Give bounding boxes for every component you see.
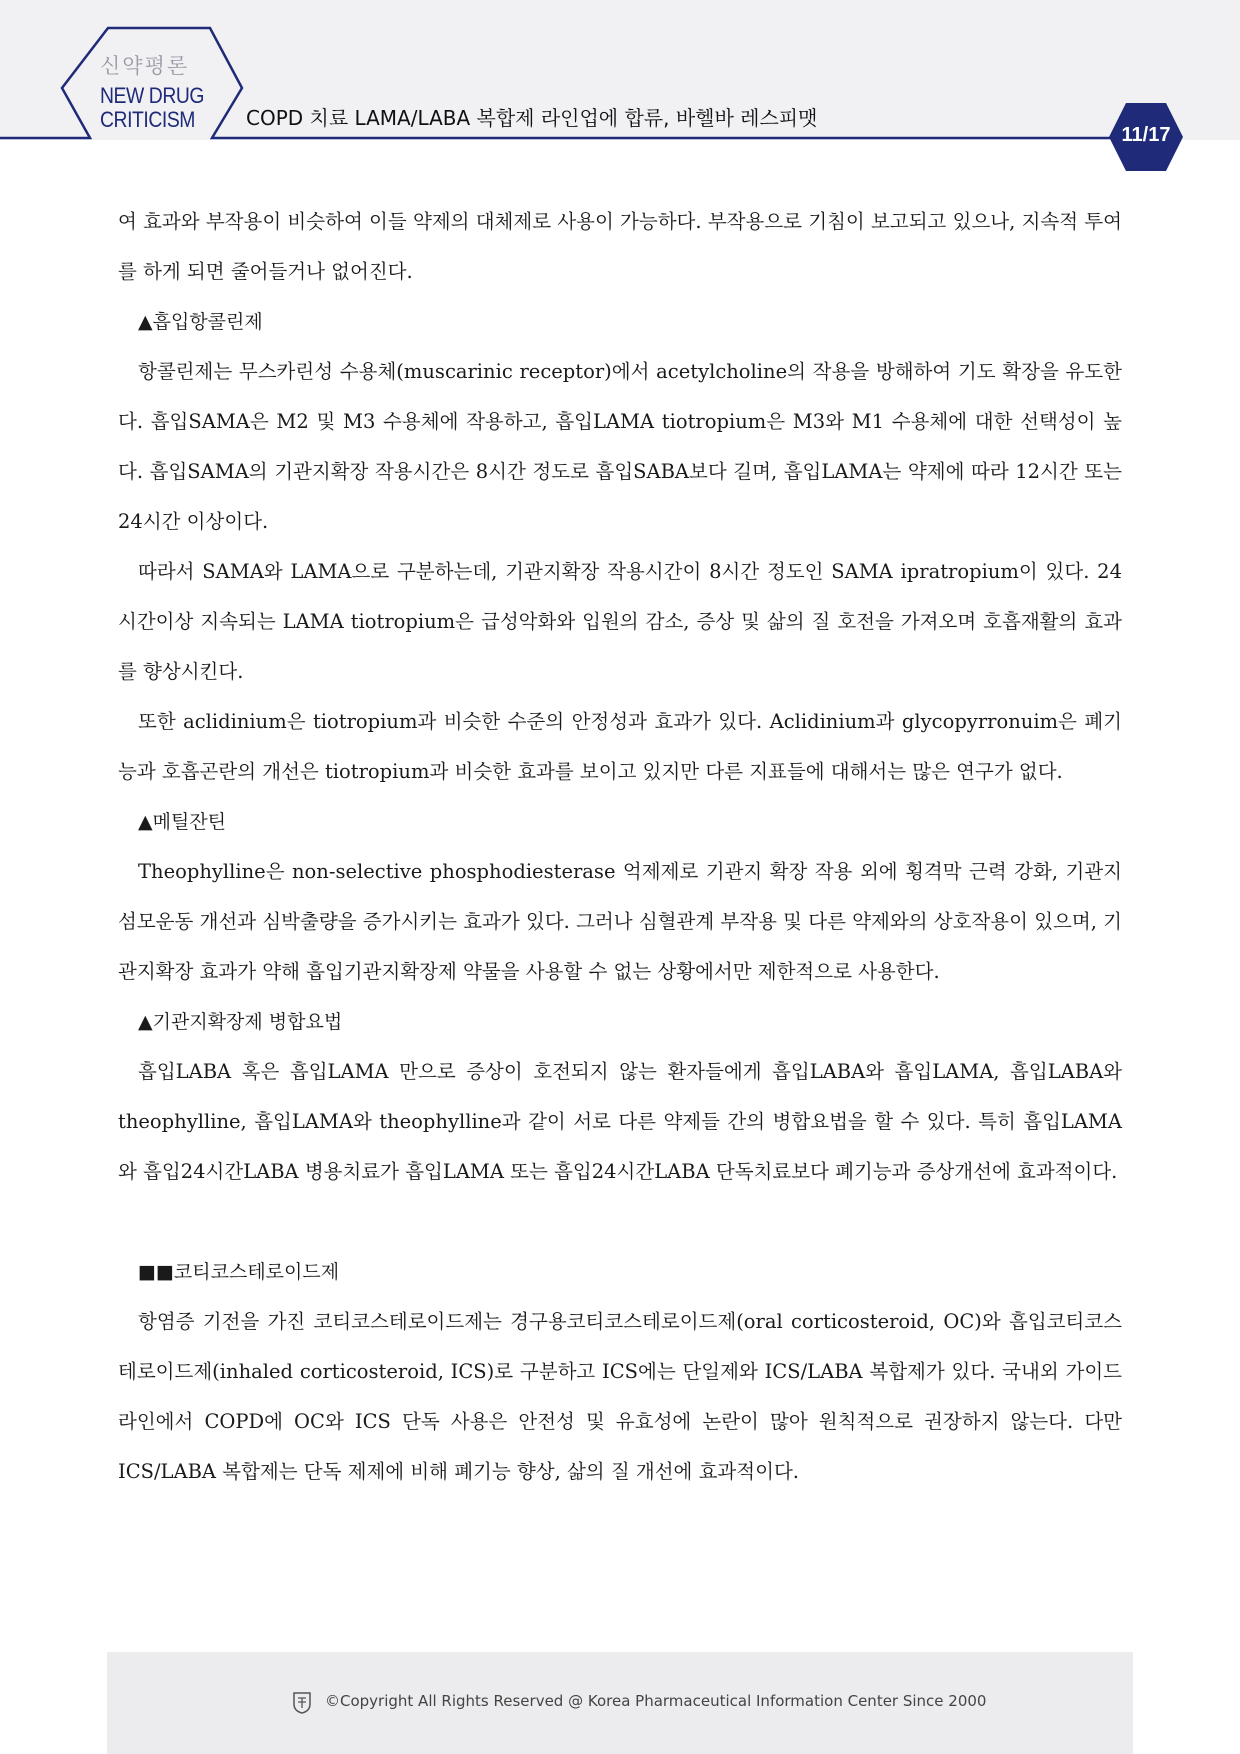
paragraph-7: 항염증 기전을 가진 코티코스테로이드제는 경구용코티코스테로이드제(oral corticosteroid, OC)와 흡입코티코스테로이드제(inhaled corticosteroid, ICS)로 구분하고 ICS에는 단일제와 ICS/LABA 복합제가 있다. 국내외 가이드라인에서 COPD에 OC와 ICS 단독 사용은 안전성 및 유효성에 논란이 많아 원칙적으로 권장하지 않는다. 다만 ICS/LABA 복합제는 단독 제제에 비해 폐기능 향상, 삶의 질 개선에 효과적이다.	[118, 1310, 1122, 1483]
section-heading-combination-therapy: ▲기관지확장제 병합요법	[138, 1011, 343, 1033]
paragraph-3: 따라서 SAMA와 LAMA으로 구분하는데, 기관지확장 작용시간이 8시간 정도인 SAMA ipratropium이 있다. 24시간이상 지속되는 LAMA tiotropium은 급성악화와 입원의 감소, 증상 및 삶의 질 호전을 가져오며 호흡재활의 효과를 향상시킨다.	[118, 560, 1122, 683]
section-heading-corticosteroid: ■■코티코스테로이드제	[138, 1261, 340, 1283]
paragraph-2: 항콜린제는 무스카린성 수용체(muscarinic receptor)에서 acetylcholine의 작용을 방해하여 기도 확장을 유도한다. 흡입SAMA은 M2 및 M3 수용체에 작용하고, 흡입LAMA tiotropium은 M3와 M1 수용체에 대한 선택성이 높다. 흡입SAMA의 기관지확장 작용시간은 8시간 정도로 흡입SABA보다 길며, 흡입LAMA는 약제에 따라 12시간 또는 24시간 이상이다.	[118, 360, 1122, 533]
paragraph-6: 흡입LABA 혹은 흡입LAMA 만으로 증상이 호전되지 않는 환자들에게 흡입LABA와 흡입LAMA, 흡입LABA와 theophylline, 흡입LAMA와 theophylline과 같이 서로 다른 약제들 간의 병합요법을 할 수 있다. 특히 흡입LAMA와 흡입24시간LABA 병용치료가 흡입LAMA 또는 흡입24시간LABA 단독치료보다 폐기능과 증상개선에 효과적이다.	[118, 1060, 1122, 1183]
page-footer	[107, 1652, 1133, 1754]
logo-korean-text: 신약평론	[100, 54, 190, 78]
copyright-text: ©Copyright All Rights Reserved @ Korea Pharmaceutical Information Center Since 2000	[325, 1692, 987, 1710]
logo-line-1: NEW DRUG	[100, 83, 205, 108]
kpic-emblem-icon	[293, 1692, 311, 1714]
article-body	[118, 197, 1122, 1497]
section-heading-anticholinergic: ▲흡입항콜린제	[138, 311, 263, 333]
section-heading-methylxanthine: ▲메틸잔틴	[138, 811, 227, 833]
logo-english-text	[100, 84, 204, 132]
logo-line-2: CRITICISM	[100, 107, 195, 132]
paragraph-1: 여 효과와 부작용이 비슷하여 이들 약제의 대체제로 사용이 가능하다. 부작용으로 기침이 보고되고 있으나, 지속적 투여를 하게 되면 줄어들거나 없어진다.	[118, 210, 1122, 283]
page-number-badge	[1108, 102, 1184, 172]
page-number: 11/17	[1121, 124, 1171, 146]
paragraph-4: 또한 aclidinium은 tiotropium과 비슷한 수준의 안정성과 효과가 있다. Aclidinium과 glycopyrronuim은 폐기능과 호흡곤란의 개선은 tiotropium과 비슷한 효과를 보이고 있지만 다른 지표들에 대해서는 많은 연구가 없다.	[118, 710, 1122, 783]
paragraph-5: Theophylline은 non-selective phosphodiesterase 억제제로 기관지 확장 작용 외에 횡격막 근력 강화, 기관지 섬모운동 개선과 심박출량을 증가시키는 효과가 있다. 그러나 심혈관계 부작용 및 다른 약제와의 상호작용이 있으며, 기관지확장 효과가 약해 흡입기관지확장제 약물을 사용할 수 없는 상황에서만 제한적으로 사용한다.	[118, 860, 1122, 983]
document-title: COPD 치료 LAMA/LABA 복합제 라인업에 합류, 바헬바 레스피맷	[246, 106, 818, 130]
page-header	[0, 0, 1240, 140]
